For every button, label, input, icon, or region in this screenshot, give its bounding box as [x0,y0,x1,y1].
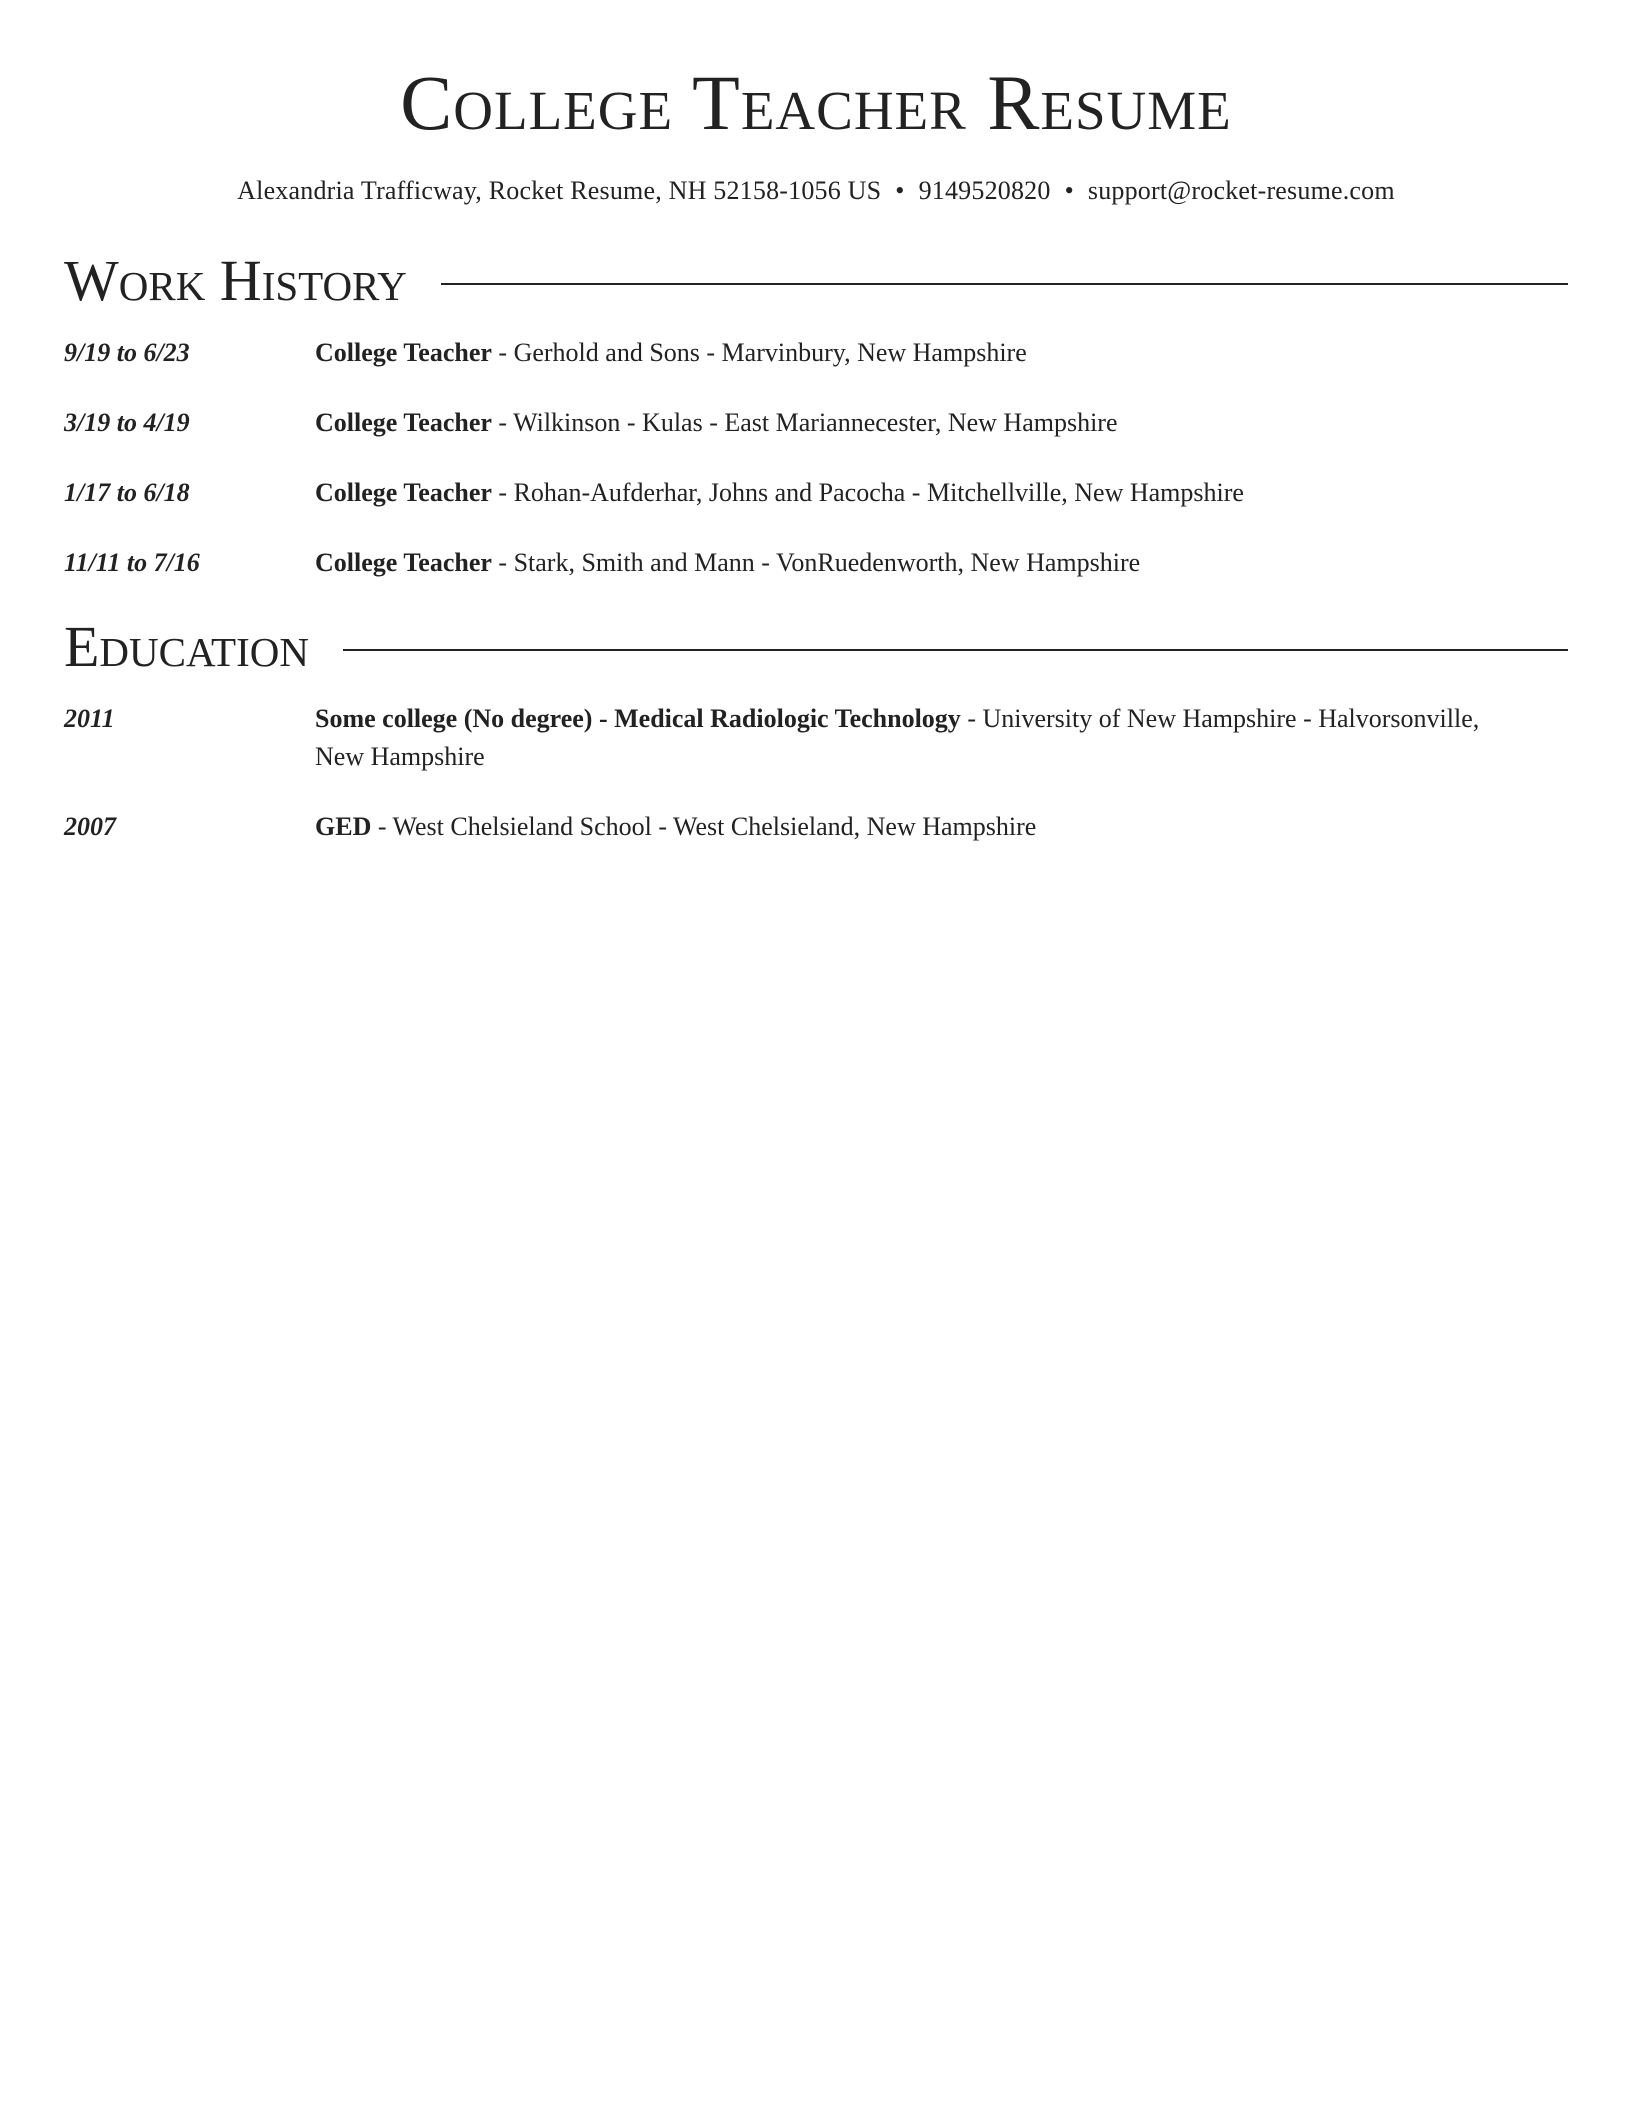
entry-title: College Teacher [315,408,492,437]
education-list [64,700,1568,846]
work-history-list [64,334,1568,582]
entry-date: 3/19 to 4/19 [64,408,190,437]
entry-details: - University of New Hampshire - Halvorsonville, New Hampshire [315,704,1480,771]
work-entry [64,544,1568,582]
entry-description [315,808,1568,846]
entry-title: College Teacher [315,338,492,367]
work-entry [64,404,1568,442]
entry-date: 2007 [64,812,116,841]
entry-description [315,474,1568,512]
entry-title: Some college (No degree) - Medical Radiologic Technology [315,704,961,733]
entry-description [315,334,1568,372]
education-entry [64,700,1568,776]
entry-date: 2011 [64,704,115,733]
entry-title: College Teacher [315,548,492,577]
education-heading: Education [64,614,309,679]
section-divider [343,649,1568,651]
contact-separator: • [1064,176,1074,205]
entry-date: 1/17 to 6/18 [64,478,190,507]
contact-email: support@rocket-resume.com [1087,176,1395,205]
entry-description [315,544,1568,582]
work-entry [64,474,1568,512]
work-history-header [64,248,1568,313]
contact-separator: • [895,176,905,205]
contact-phone: 9149520820 [918,176,1051,205]
entry-date: 9/19 to 6/23 [64,338,190,367]
entry-title: College Teacher [315,478,492,507]
entry-details: - Gerhold and Sons - Marvinbury, New Hampshire [491,338,1027,367]
work-history-heading: Work History [64,248,407,313]
resume-page [64,0,1568,878]
resume-title: College Teacher Resume [400,59,1232,146]
entry-details: - Rohan-Aufderhar, Johns and Pacocha - Mitchellville, New Hampshire [491,478,1244,507]
entry-description [315,700,1568,776]
entry-details: - West Chelsieland School - West Chelsieland, New Hampshire [371,812,1037,841]
entry-description [315,404,1568,442]
entry-title: GED [315,812,372,841]
education-header [64,614,1568,679]
contact-address: Alexandria Trafficway, Rocket Resume, NH 52158-1056 US [237,176,882,205]
entry-details: - Wilkinson - Kulas - East Mariannecester, New Hampshire [491,408,1118,437]
entry-date: 11/11 to 7/16 [64,548,200,577]
entry-details: - Stark, Smith and Mann - VonRuedenworth, New Hampshire [491,548,1141,577]
contact-line [64,176,1568,206]
section-divider [441,283,1568,285]
work-entry [64,334,1568,372]
education-entry [64,808,1568,846]
